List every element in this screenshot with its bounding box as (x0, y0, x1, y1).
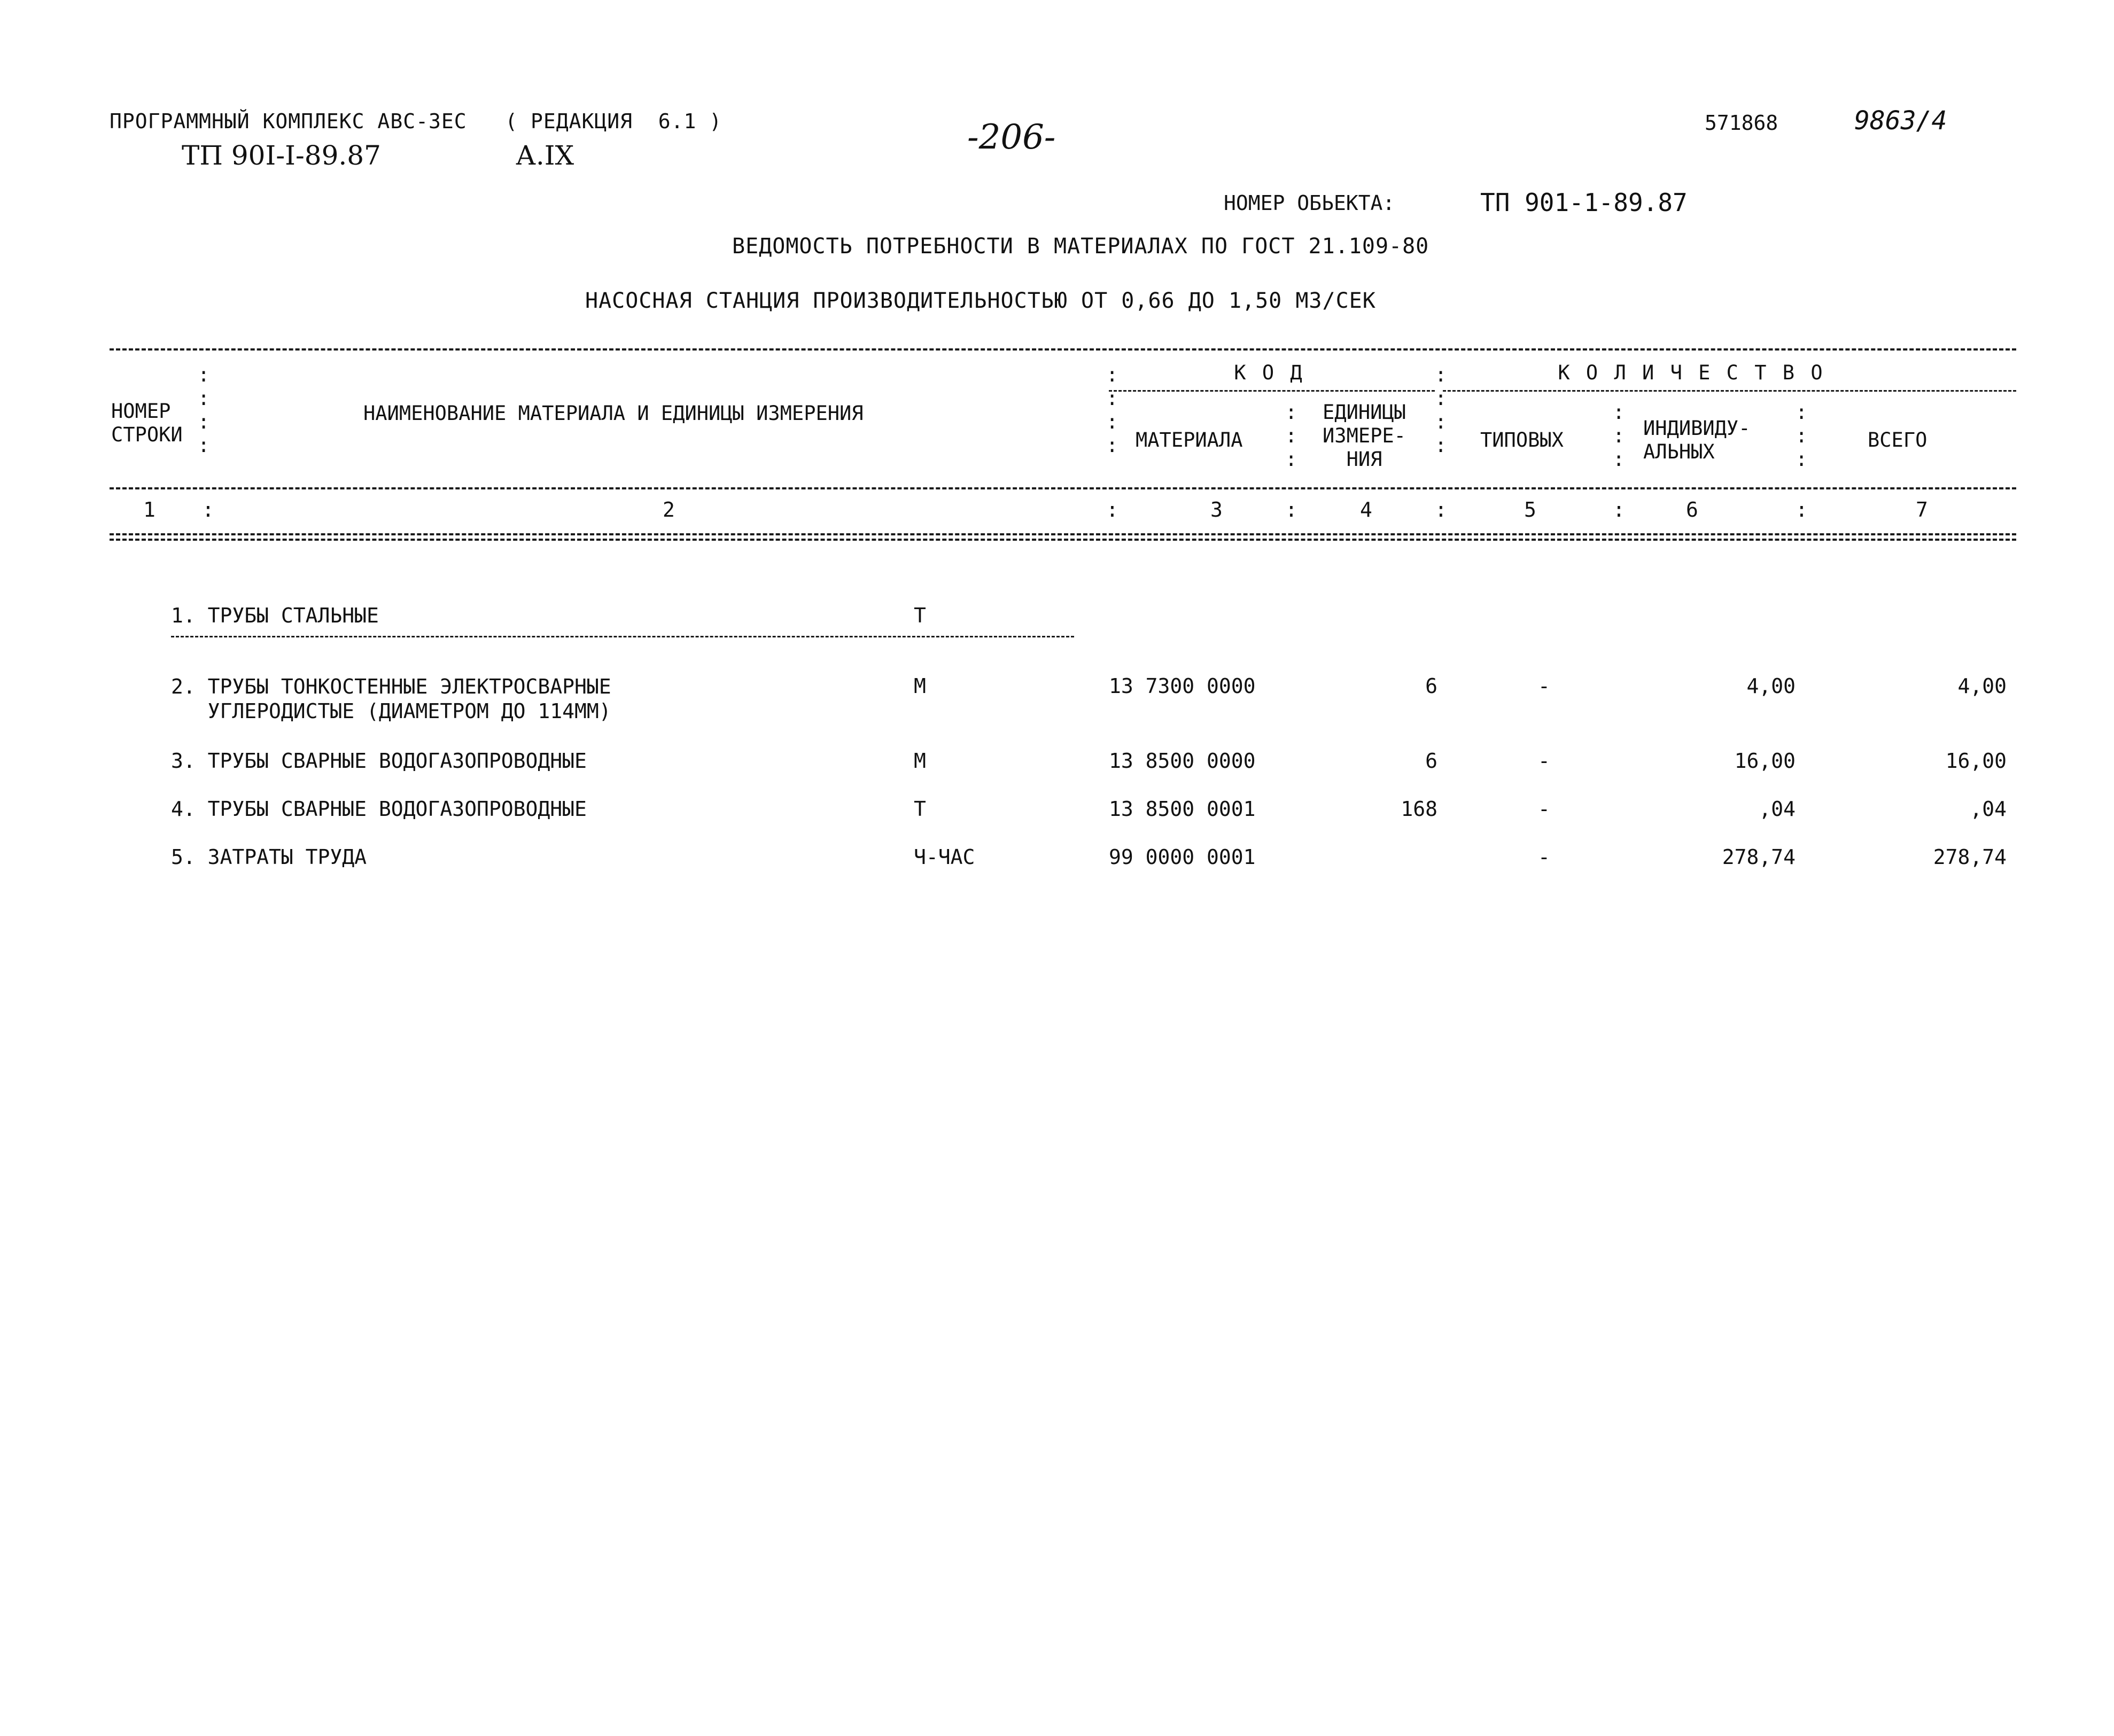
document-code: 571868 (1705, 111, 1778, 135)
row-1-name: 1. ТРУБЫ СТАЛЬНЫЕ (171, 604, 379, 627)
separator: : (202, 498, 214, 521)
row-5-typical: - (1538, 845, 1550, 869)
row-3-unit-code: 6 (1425, 749, 1437, 773)
separator: : (1613, 498, 1625, 521)
album-number: А.IХ (516, 140, 574, 171)
header-typical: ТИПОВЫХ (1480, 429, 1564, 451)
page-number: -206- (967, 118, 1056, 157)
code-group-rule (1109, 390, 1435, 392)
row-5-unit: Ч-ЧАС (914, 845, 975, 869)
row-3-individual: 16,00 (1734, 749, 1796, 773)
separator: : : : : (1106, 363, 1118, 457)
archive-code: 9863/4 (1854, 106, 1947, 136)
row-5-material-code: 99 0000 0001 (1109, 845, 1256, 869)
header-bottom-rule (110, 487, 2016, 489)
program-line: ПРОГРАММНЫЙ КОМПЛЕКС АВС-3ЕС ( РЕДАКЦИЯ 6.1 ) (110, 110, 722, 133)
header-row-number: НОМЕР СТРОКИ (111, 400, 183, 446)
header-individual: ИНДИВИДУ- АЛЬНЫХ (1643, 417, 1751, 463)
separator: : : : (1796, 401, 1808, 471)
row-1-underline (171, 636, 1074, 637)
header-material-code: МАТЕРИАЛА (1136, 429, 1243, 451)
separator: : (1106, 498, 1118, 521)
row-4-individual: ,04 (1759, 797, 1796, 821)
column-number-2: 2 (663, 498, 675, 521)
numbers-bottom-rule-2 (110, 539, 2016, 541)
tp-code: ТП 90I-I-89.87 (182, 140, 381, 171)
row-2-name: 2. ТРУБЫ ТОНКОСТЕННЫЕ ЭЛЕКТРОСВАРНЫЕ УГЛЕРОДИСТЫЕ (ДИАМЕТРОМ ДО 114ММ) (171, 675, 611, 723)
column-number-3: 3 (1210, 498, 1223, 521)
header-material-name: НАИМЕНОВАНИЕ МАТЕРИАЛА И ЕДИНИЦЫ ИЗМЕРЕНИЯ (363, 402, 864, 425)
column-number-5: 5 (1524, 498, 1536, 521)
document-subtitle: НАСОСНАЯ СТАНЦИЯ ПРОИЗВОДИТЕЛЬНОСТЬЮ ОТ 0,66 ДО 1,50 М3/СЕК (585, 289, 1376, 313)
row-3-name: 3. ТРУБЫ СВАРНЫЕ ВОДОГАЗОПРОВОДНЫЕ (171, 749, 587, 773)
column-number-4: 4 (1360, 498, 1372, 521)
quantity-group-rule (1443, 390, 2016, 392)
row-4-name: 4. ТРУБЫ СВАРНЫЕ ВОДОГАЗОПРОВОДНЫЕ (171, 797, 587, 821)
header-total: ВСЕГО (1868, 429, 1928, 451)
row-2-typical: - (1538, 674, 1550, 698)
column-number-6: 6 (1686, 498, 1698, 521)
separator: : : : (1285, 401, 1297, 471)
header-quantity-group: К О Л И Ч Е С Т В О (1558, 361, 1825, 384)
column-number-1: 1 (143, 498, 156, 521)
object-number-label: НОМЕР ОБЬЕКТА: (1224, 191, 1395, 215)
row-1-unit: Т (914, 604, 926, 627)
row-4-typical: - (1538, 797, 1550, 821)
document-title: ВЕДОМОСТЬ ПОТРЕБНОСТИ В МАТЕРИАЛАХ ПО ГОСТ 21.109-80 (732, 234, 1429, 259)
row-3-typical: - (1538, 749, 1550, 773)
separator: : : : : (198, 363, 210, 457)
row-4-total: ,04 (1970, 797, 2007, 821)
row-3-material-code: 13 8500 0000 (1109, 749, 1256, 773)
numbers-bottom-rule-1 (110, 533, 2016, 535)
row-3-unit: М (914, 749, 926, 773)
column-number-7: 7 (1916, 498, 1928, 521)
row-5-name: 5. ЗАТРАТЫ ТРУДА (171, 845, 367, 869)
row-2-unit: М (914, 674, 926, 698)
header-unit-code: ЕДИНИЦЫ ИЗМЕРЕ- НИЯ (1323, 401, 1406, 471)
separator: : (1796, 498, 1808, 521)
object-number-value: ТП 901-1-89.87 (1480, 188, 1688, 217)
row-2-individual: 4,00 (1746, 674, 1796, 698)
separator: : : : (1613, 401, 1625, 471)
row-4-unit: Т (914, 797, 926, 821)
row-5-total: 278,74 (1933, 845, 2007, 869)
row-2-unit-code: 6 (1425, 674, 1437, 698)
row-3-total: 16,00 (1945, 749, 2007, 773)
separator: : (1435, 498, 1447, 521)
separator: : (1285, 498, 1297, 521)
row-2-total: 4,00 (1957, 674, 2007, 698)
row-2-material-code: 13 7300 0000 (1109, 674, 1256, 698)
row-4-unit-code: 168 (1401, 797, 1437, 821)
table-top-rule (110, 348, 2016, 351)
separator: : : : : (1435, 363, 1447, 457)
row-4-material-code: 13 8500 0001 (1109, 797, 1256, 821)
row-5-individual: 278,74 (1722, 845, 1796, 869)
header-code-group: К О Д (1234, 361, 1304, 384)
